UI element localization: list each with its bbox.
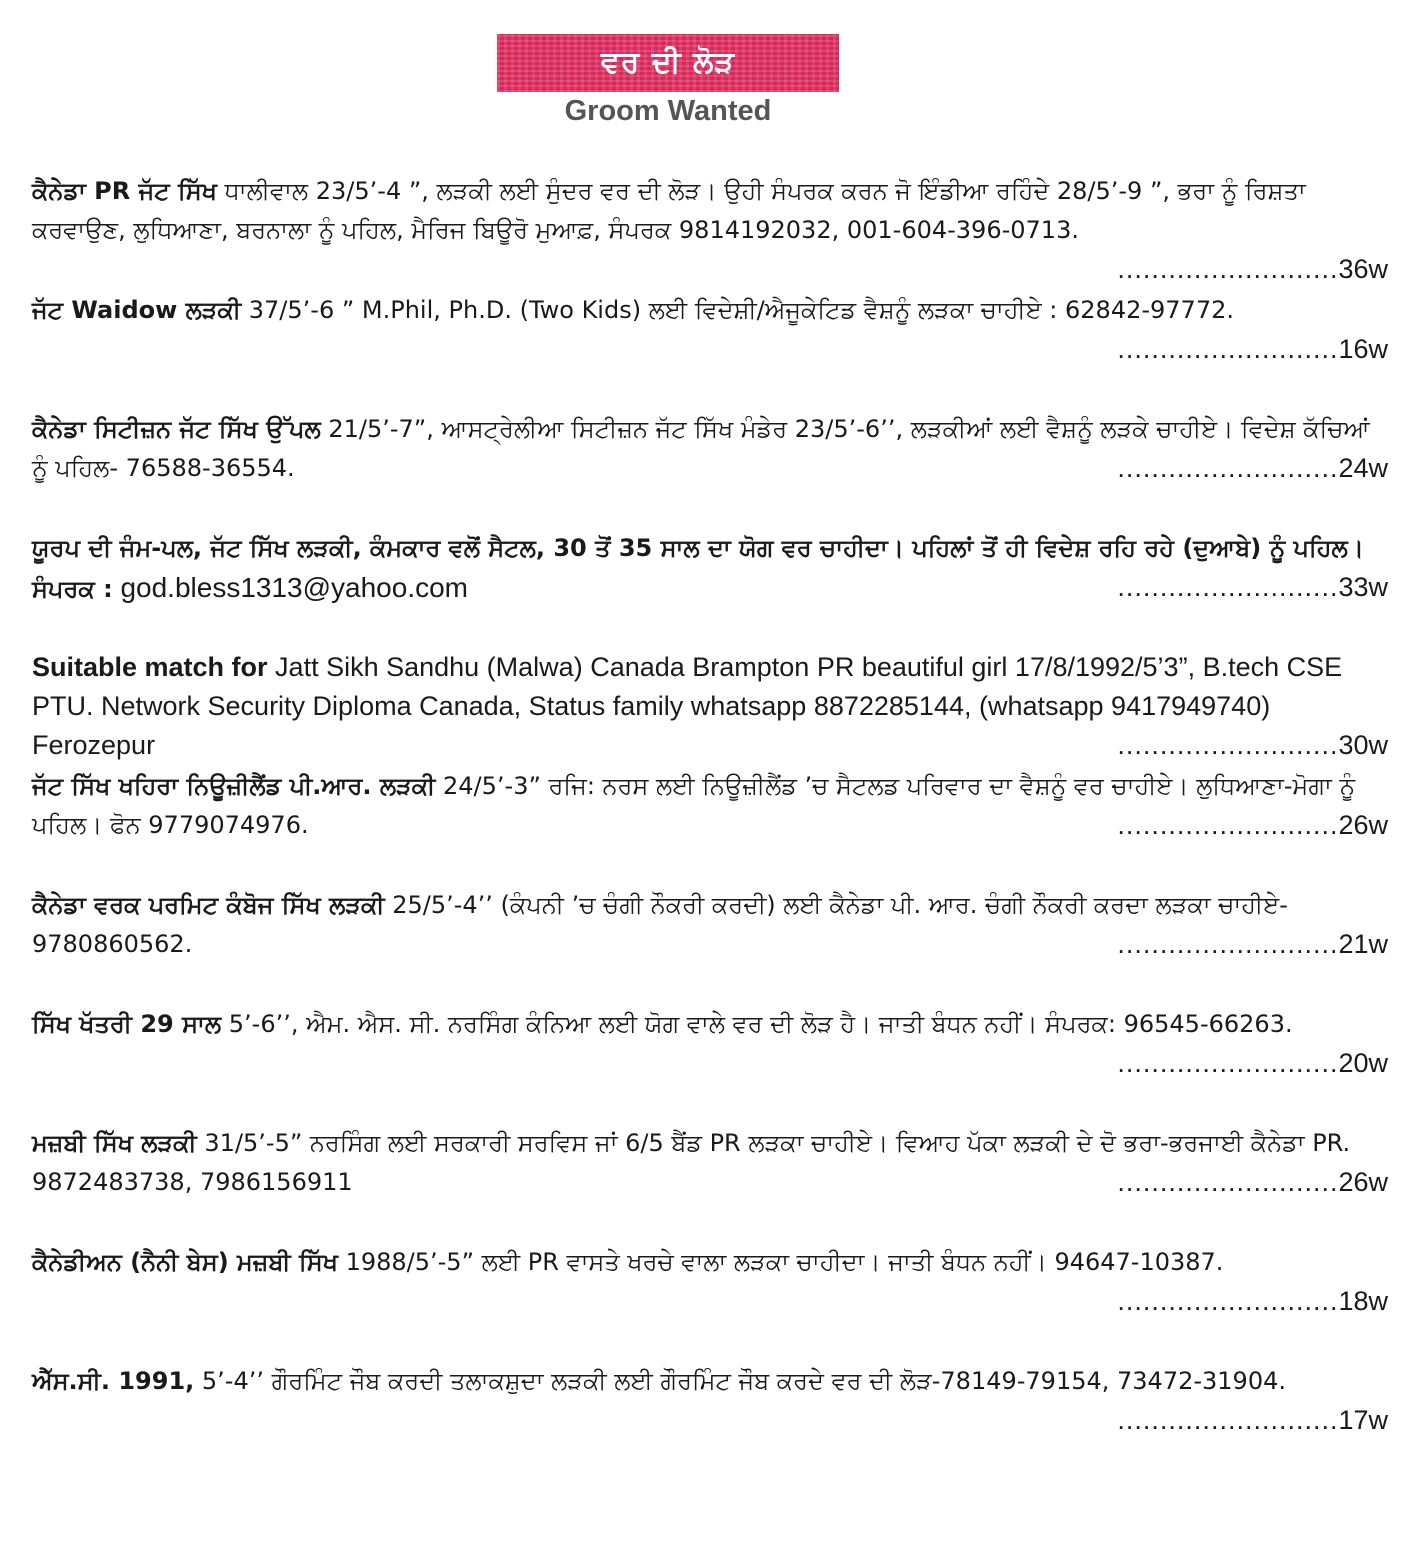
ad-code: 26w [1338,1167,1388,1197]
ad-body: ਧਾਲੀਵਾਲ 23/5’-4 ”, ਲੜਕੀ ਲਈ ਸੁੰਦਰ ਵਰ ਦੀ ਲੋੜ। ਉਹੀ ਸੰਪਰਕ ਕਰਨ ਜੋ ਇੰਡੀਆ ਰਹਿੰਦੇ 28/5’-9 ”, ਭਰਾ ਨੂੰ ਰਿਸ਼ਤਾ ਕਰਵਾਉਣ, ਲੁਧਿਆਣਾ, ਬਰਨਾਲਾ ਨੂੰ ਪਹਿਲ, ਮੈਰਿਜ ਬਿਊਰੋ ਮੁਆਫ਼, ਸੰਪਰਕ 9814192032, 001-604-396-0713. [32,177,1306,244]
dot-leader: .......................... [1117,453,1339,483]
punjabi-banner [497,34,839,92]
classified-ad [32,1243,1388,1362]
ad-body: 5’-4’’ ਗੌਰਮਿੰਟ ਜੌਬ ਕਰਦੀ ਤਲਾਕਸ਼ੁਦਾ ਲੜਕੀ ਲਈ ਗੌਰਮਿੰਟ ਜੌਬ ਕਰਦੇ ਵਰ ਦੀ ਲੋੜ-78149-79154, 73472-31904. [194,1367,1286,1395]
ad-lead: ਕੈਨੇਡਾ PR ਜੱਟ ਸਿੱਖ [32,177,217,205]
ad-lead: ਮਜ਼ਬੀ ਸਿੱਖ ਲੜਕੀ [32,1129,197,1157]
ad-code-line [1117,250,1388,289]
classified-ad [32,291,1388,410]
ad-code-line [1117,1163,1388,1202]
dot-leader: .......................... [1117,1286,1339,1316]
classified-ad [32,172,1388,291]
classified-ads-list [32,172,1388,1481]
classified-ad [32,886,1388,1005]
dot-leader: .......................... [1117,1167,1339,1197]
dot-leader: .......................... [1117,572,1339,602]
classified-ad [32,1362,1388,1481]
banner-title: ਵਰ ਦੀ ਲੋੜ [600,45,736,80]
ad-lead: ਜੱਟ ਸਿੱਖ ਖਹਿਰਾ ਨਿਊਜ਼ੀਲੈਂਡ ਪੀ.ਆਰ. ਲੜਕੀ [32,772,436,800]
dot-leader: .......................... [1117,334,1339,364]
dot-leader: .......................... [1117,1048,1339,1078]
ad-code: 18w [1338,1286,1388,1316]
classified-ad [32,410,1388,529]
classified-ad [32,767,1388,886]
ad-lead: ਯੂਰਪ ਦੀ ਜੰਮ-ਪਲ, ਜੱਟ ਸਿੱਖ ਲੜਕੀ, ਕੰਮਕਾਰ ਵਲੋਂ ਸੈਟਲ, 30 ਤੋਂ 35 ਸਾਲ ਦਾ ਯੋਗ ਵਰ ਚਾਹੀਦਾ। ਪਹਿਲਾਂ ਤੋਂ ਹੀ ਵਿਦੇਸ਼ ਰਹਿ ਰਹੇ (ਦੁਆਬੇ) ਨੂੰ ਪਹਿਲ। ਸੰਪਰਕ : [32,534,1364,603]
classified-ad [32,1005,1388,1124]
ad-lead: ਜੱਟ Waidow ਲੜਕੀ [32,296,242,324]
ad-text [32,1005,1388,1044]
ad-lead: ਕੈਨੇਡਾ ਸਿਟੀਜ਼ਨ ਜੱਟ ਸਿੱਖ ਉੱਪਲ [32,415,321,443]
ad-body: Jatt Sikh Sandhu (Malwa) Canada Brampton PR beautiful girl 17/8/1992/5’3”, B.tech CSE PTU. Network Security Diploma Canada, Status family whatsapp 8872285144, (whatsapp 9417949740) Ferozepur [32,652,1343,760]
ad-lead: ਐੱਸ.ਸੀ. 1991, [32,1367,195,1395]
ad-code-line [1117,925,1388,964]
ad-body: 25/5’-4’’ (ਕੰਪਨੀ ’ਚ ਚੰਗੀ ਨੌਕਰੀ ਕਰਦੀ) ਲਈ ਕੈਨੇਡਾ ਪੀ. ਆਰ. ਚੰਗੀ ਨੌਕਰੀ ਕਰਦਾ ਲੜਕਾ ਚਾਹੀਏ- 9780860562. [32,891,1288,958]
ad-text [32,172,1388,250]
ad-code: 36w [1338,254,1388,284]
ad-code: 20w [1338,1048,1388,1078]
dot-leader: .......................... [1117,1405,1339,1435]
ad-body: 37/5’-6 ” M.Phil, Ph.D. (Two Kids) ਲਈ ਵਿਦੇਸ਼ੀ/ਐਜੂਕੇਟਿਡ ਵੈਸ਼ਨੂੰ ਲੜਕਾ ਚਾਹੀਏ : 62842-97772. [241,296,1234,324]
ad-code-line [1117,330,1388,369]
ad-code-line [1117,568,1388,607]
ad-text [32,291,1388,330]
ad-body: 21/5’-7”, ਆਸਟ੍ਰੇਲੀਆ ਸਿਟੀਜ਼ਨ ਜੱਟ ਸਿੱਖ ਮੰਡੇਰ 23/5’-6’’, ਲੜਕੀਆਂ ਲਈ ਵੈਸ਼ਨੂੰ ਲੜਕੇ ਚਾਹੀਏ। ਵਿਦੇਸ਼ ਕੱਚਿਆਂ ਨੂੰ ਪਹਿਲ- 76588-36554. [32,415,1370,482]
ad-body: 5’-6’’, ਐਮ. ਐਸ. ਸੀ. ਨਰਸਿੰਗ ਕੰਨਿਆ ਲਈ ਯੋਗ ਵਾਲੇ ਵਰ ਦੀ ਲੋੜ ਹੈ। ਜਾਤੀ ਬੰਧਨ ਨਹੀਂ। ਸੰਪਰਕ: 96545-66263. [221,1010,1293,1038]
ad-lead: ਸਿੱਖ ਖੱਤਰੀ 29 ਸਾਲ [32,1010,222,1038]
ad-text [32,1362,1388,1401]
ad-code-line [1117,1044,1388,1083]
ad-code-line [1117,1282,1388,1321]
dot-leader: .......................... [1117,730,1339,760]
ad-code: 21w [1338,929,1388,959]
groom-wanted-header [497,34,839,128]
ad-code: 26w [1338,810,1388,840]
ad-body: 31/5’-5” ਨਰਸਿੰਗ ਲਈ ਸਰਕਾਰੀ ਸਰਵਿਸ ਜਾਂ 6/5 ਬੈਂਡ PR ਲੜਕਾ ਚਾਹੀਏ। ਵਿਆਹ ਪੱਕਾ ਲੜਕੀ ਦੇ ਦੋ ਭਰਾ-ਭਰਜਾਈ ਕੈਨੇਡਾ PR. 9872483738, 7986156911 [32,1129,1351,1196]
ad-code: 17w [1338,1405,1388,1435]
ad-lead: ਕੈਨੇਡਾ ਵਰਕ ਪਰਮਿਟ ਕੰਬੋਜ ਸਿੱਖ ਲੜਕੀ [32,891,385,919]
section-subtitle: Groom Wanted [564,95,772,127]
classified-ad [32,1124,1388,1243]
ad-text [32,1243,1388,1282]
ad-lead: Suitable match for [32,652,268,682]
dot-leader: .......................... [1117,810,1339,840]
ad-code-line [1117,449,1388,488]
dot-leader: .......................... [1117,254,1339,284]
ad-code: 33w [1338,572,1388,602]
ad-body: 24/5’-3” ਰਜਿ: ਨਰਸ ਲਈ ਨਿਊਜ਼ੀਲੈਂਡ ’ਚ ਸੈਟਲਡ ਪਰਿਵਾਰ ਦਾ ਵੈਸ਼ਨੂੰ ਵਰ ਚਾਹੀਏ। ਲੁਧਿਆਣਾ-ਮੋਗਾ ਨੂੰ ਪਹਿਲ। ਫੋਨ 9779074976. [32,772,1356,839]
ad-code-line [1117,726,1388,765]
ad-lead: ਕੈਨੇਡੀਅਨ (ਨੈਨੀ ਬੇਸ) ਮਜ਼ਬੀ ਸਿੱਖ [32,1248,338,1276]
ad-code: 24w [1338,453,1388,483]
dot-leader: .......................... [1117,929,1339,959]
ad-code-line [1117,1401,1388,1440]
ad-email: god.bless1313@yahoo.com [112,572,468,603]
ad-code: 16w [1338,334,1388,364]
ad-code: 30w [1338,730,1388,760]
classified-ad [32,648,1388,767]
ad-code-line [1117,806,1388,845]
ad-body: 1988/5’-5” ਲਈ PR ਵਾਸਤੇ ਖਰਚੇ ਵਾਲਾ ਲੜਕਾ ਚਾਹੀਦਾ। ਜਾਤੀ ਬੰਧਨ ਨਹੀਂ। 94647-10387. [337,1248,1224,1276]
classified-ad [32,529,1388,648]
